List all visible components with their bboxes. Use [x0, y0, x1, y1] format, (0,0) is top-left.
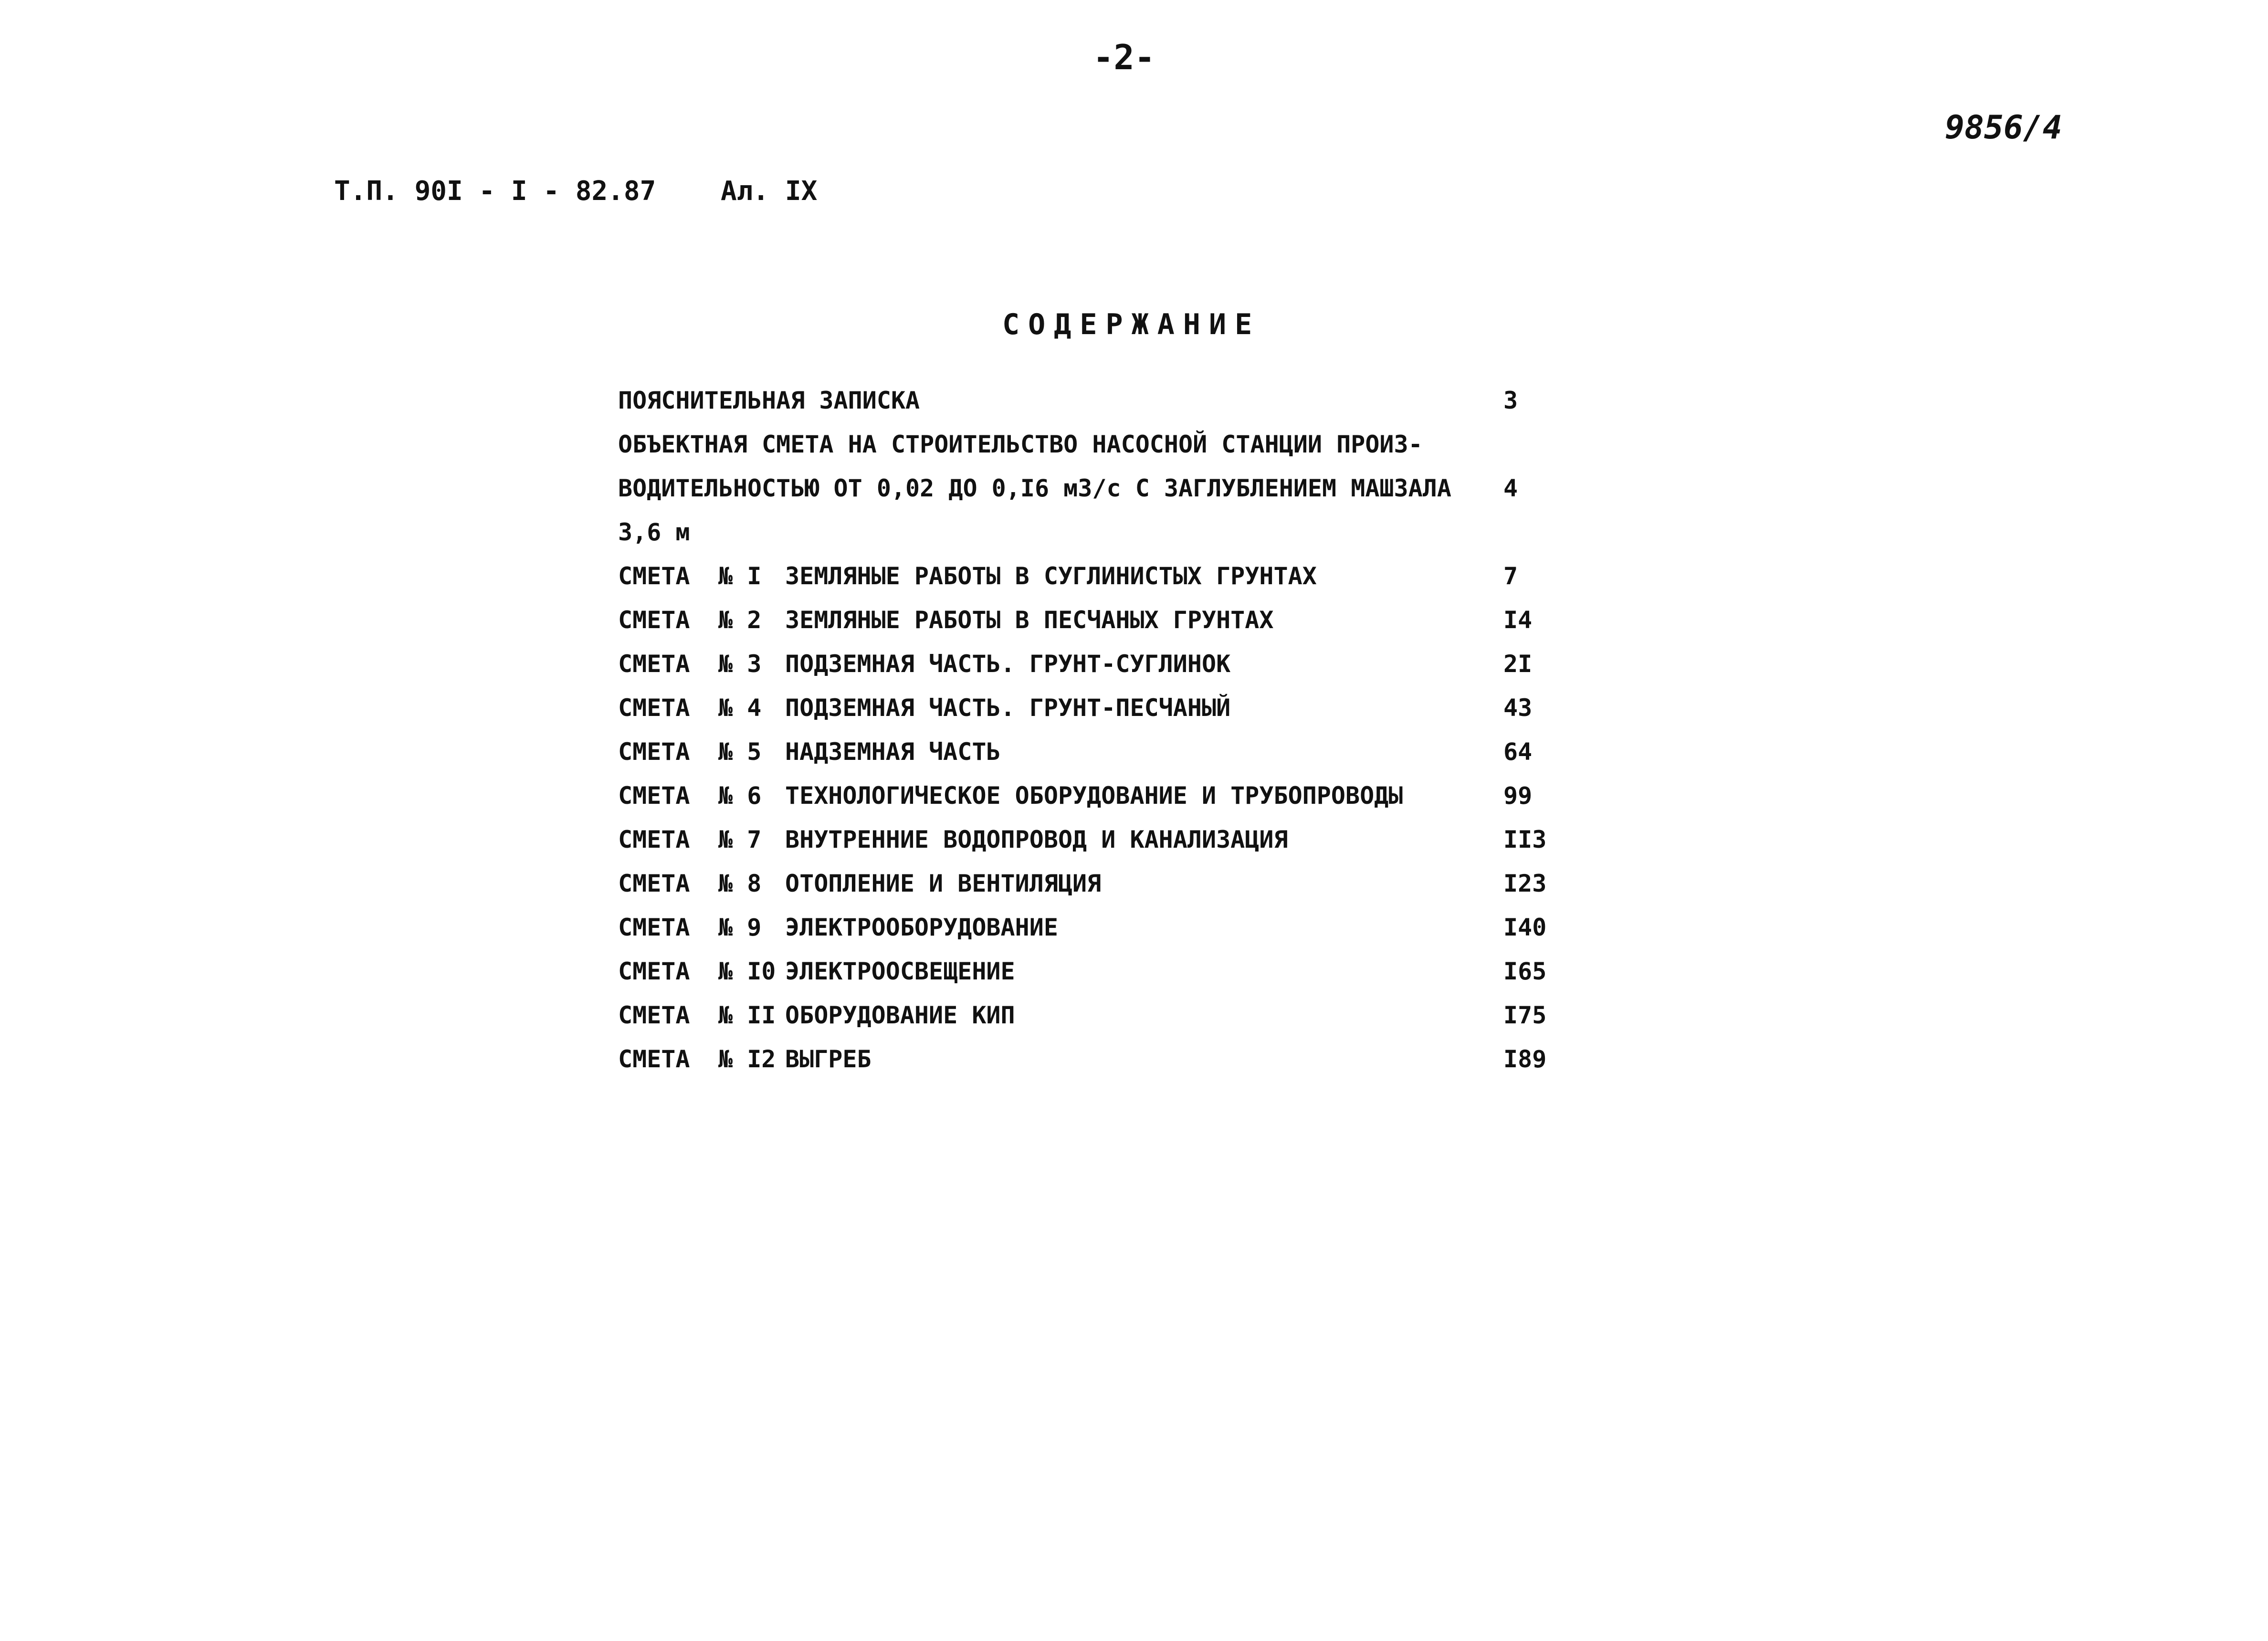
estimate-number: № 2 — [718, 606, 762, 634]
estimate-title: ПОДЗЕМНАЯ ЧАСТЬ. ГРУНТ-СУГЛИНОК — [785, 650, 1231, 678]
estimate-page: I23 — [1503, 870, 1547, 897]
toc-intro-row — [618, 514, 1573, 558]
toc-entry-text: 3,6 м — [618, 518, 690, 546]
toc-estimate-row — [618, 777, 1573, 821]
estimate-number: № 4 — [718, 694, 762, 722]
estimate-number: № 7 — [718, 826, 762, 853]
toc-intro-row — [618, 470, 1573, 514]
estimate-number: № 6 — [718, 782, 762, 810]
toc-entry-text: ОБЪЕКТНАЯ СМЕТА НА СТРОИТЕЛЬСТВО НАСОСНОЙ СТАНЦИИ ПРОИЗ- — [618, 431, 1423, 458]
estimate-number: № 8 — [718, 870, 762, 897]
estimate-number: № I — [718, 562, 762, 590]
estimate-label: СМЕТА — [618, 1045, 690, 1073]
album-number: Ал. IX — [721, 176, 818, 207]
estimate-label: СМЕТА — [618, 1001, 690, 1029]
estimate-label: СМЕТА — [618, 606, 690, 634]
toc-intro-row — [618, 426, 1573, 470]
estimate-page: 2I — [1503, 650, 1533, 678]
estimate-label: СМЕТА — [618, 738, 690, 766]
toc-estimate-row — [618, 689, 1573, 733]
estimate-title: ВЫГРЕБ — [785, 1045, 872, 1073]
toc-estimate-row — [618, 558, 1573, 601]
estimate-title: ЭЛЕКТРООСВЕЩЕНИЕ — [785, 957, 1015, 985]
estimate-page: I89 — [1503, 1045, 1547, 1073]
estimate-number: № 9 — [718, 914, 762, 941]
table-of-contents — [618, 382, 1573, 1084]
toc-estimate-row — [618, 909, 1573, 953]
estimate-title: НАДЗЕМНАЯ ЧАСТЬ — [785, 738, 1001, 766]
estimate-page: I4 — [1503, 606, 1533, 634]
estimate-label: СМЕТА — [618, 914, 690, 941]
toc-entry-text: ПОЯСНИТЕЛЬНАЯ ЗАПИСКА — [618, 387, 920, 414]
toc-entry-text: ВОДИТЕЛЬНОСТЬЮ ОТ 0,02 ДО 0,I6 м3/с С ЗАГЛУБЛЕНИЕМ МАШЗАЛА — [618, 474, 1451, 502]
estimate-page: 64 — [1503, 738, 1533, 766]
estimate-label: СМЕТА — [618, 870, 690, 897]
estimate-label: СМЕТА — [618, 650, 690, 678]
estimate-number: № I2 — [718, 1045, 776, 1073]
toc-estimate-row — [618, 821, 1573, 865]
estimate-title: ОТОПЛЕНИЕ И ВЕНТИЛЯЦИЯ — [785, 870, 1102, 897]
estimate-title: ТЕХНОЛОГИЧЕСКОЕ ОБОРУДОВАНИЕ И ТРУБОПРОВОДЫ — [785, 782, 1403, 810]
estimate-title: ЗЕМЛЯНЫЕ РАБОТЫ В СУГЛИНИСТЫХ ГРУНТАХ — [785, 562, 1317, 590]
estimate-page: I65 — [1503, 957, 1547, 985]
toc-estimate-row — [618, 1041, 1573, 1084]
page-title: СОДЕРЖАНИЕ — [1002, 308, 1261, 341]
toc-estimate-row — [618, 997, 1573, 1041]
estimate-number: № 5 — [718, 738, 762, 766]
toc-entry-page: 4 — [1503, 474, 1518, 502]
estimate-page: I40 — [1503, 914, 1547, 941]
estimate-page: II3 — [1503, 826, 1547, 853]
toc-estimate-row — [618, 733, 1573, 777]
toc-estimate-row — [618, 953, 1573, 997]
estimate-page: I75 — [1503, 1001, 1547, 1029]
estimate-number: № 3 — [718, 650, 762, 678]
estimate-number: № I0 — [718, 957, 776, 985]
estimate-page: 99 — [1503, 782, 1533, 810]
estimate-page: 7 — [1503, 562, 1518, 590]
estimate-title: ЗЕМЛЯНЫЕ РАБОТЫ В ПЕСЧАНЫХ ГРУНТАХ — [785, 606, 1274, 634]
page-number: -2- — [1093, 37, 1155, 77]
estimate-title: ВНУТРЕННИЕ ВОДОПРОВОД И КАНАЛИЗАЦИЯ — [785, 826, 1288, 853]
estimate-title: ЭЛЕКТРООБОРУДОВАНИЕ — [785, 914, 1058, 941]
estimate-label: СМЕТА — [618, 694, 690, 722]
toc-intro-row — [618, 382, 1573, 426]
estimate-list — [618, 558, 1573, 1084]
toc-estimate-row — [618, 601, 1573, 645]
estimate-label: СМЕТА — [618, 826, 690, 853]
archive-stamp: 9856/4 — [1945, 109, 2062, 147]
toc-entry-page: 3 — [1503, 387, 1518, 414]
estimate-page: 43 — [1503, 694, 1533, 722]
estimate-label: СМЕТА — [618, 957, 690, 985]
estimate-label: СМЕТА — [618, 562, 690, 590]
toc-estimate-row — [618, 865, 1573, 909]
estimate-label: СМЕТА — [618, 782, 690, 810]
estimate-title: ОБОРУДОВАНИЕ КИП — [785, 1001, 1015, 1029]
estimate-title: ПОДЗЕМНАЯ ЧАСТЬ. ГРУНТ-ПЕСЧАНЫЙ — [785, 694, 1231, 722]
estimate-number: № II — [718, 1001, 776, 1029]
toc-estimate-row — [618, 645, 1573, 689]
document-code: Т.П. 90I - I - 82.87 — [334, 176, 656, 207]
